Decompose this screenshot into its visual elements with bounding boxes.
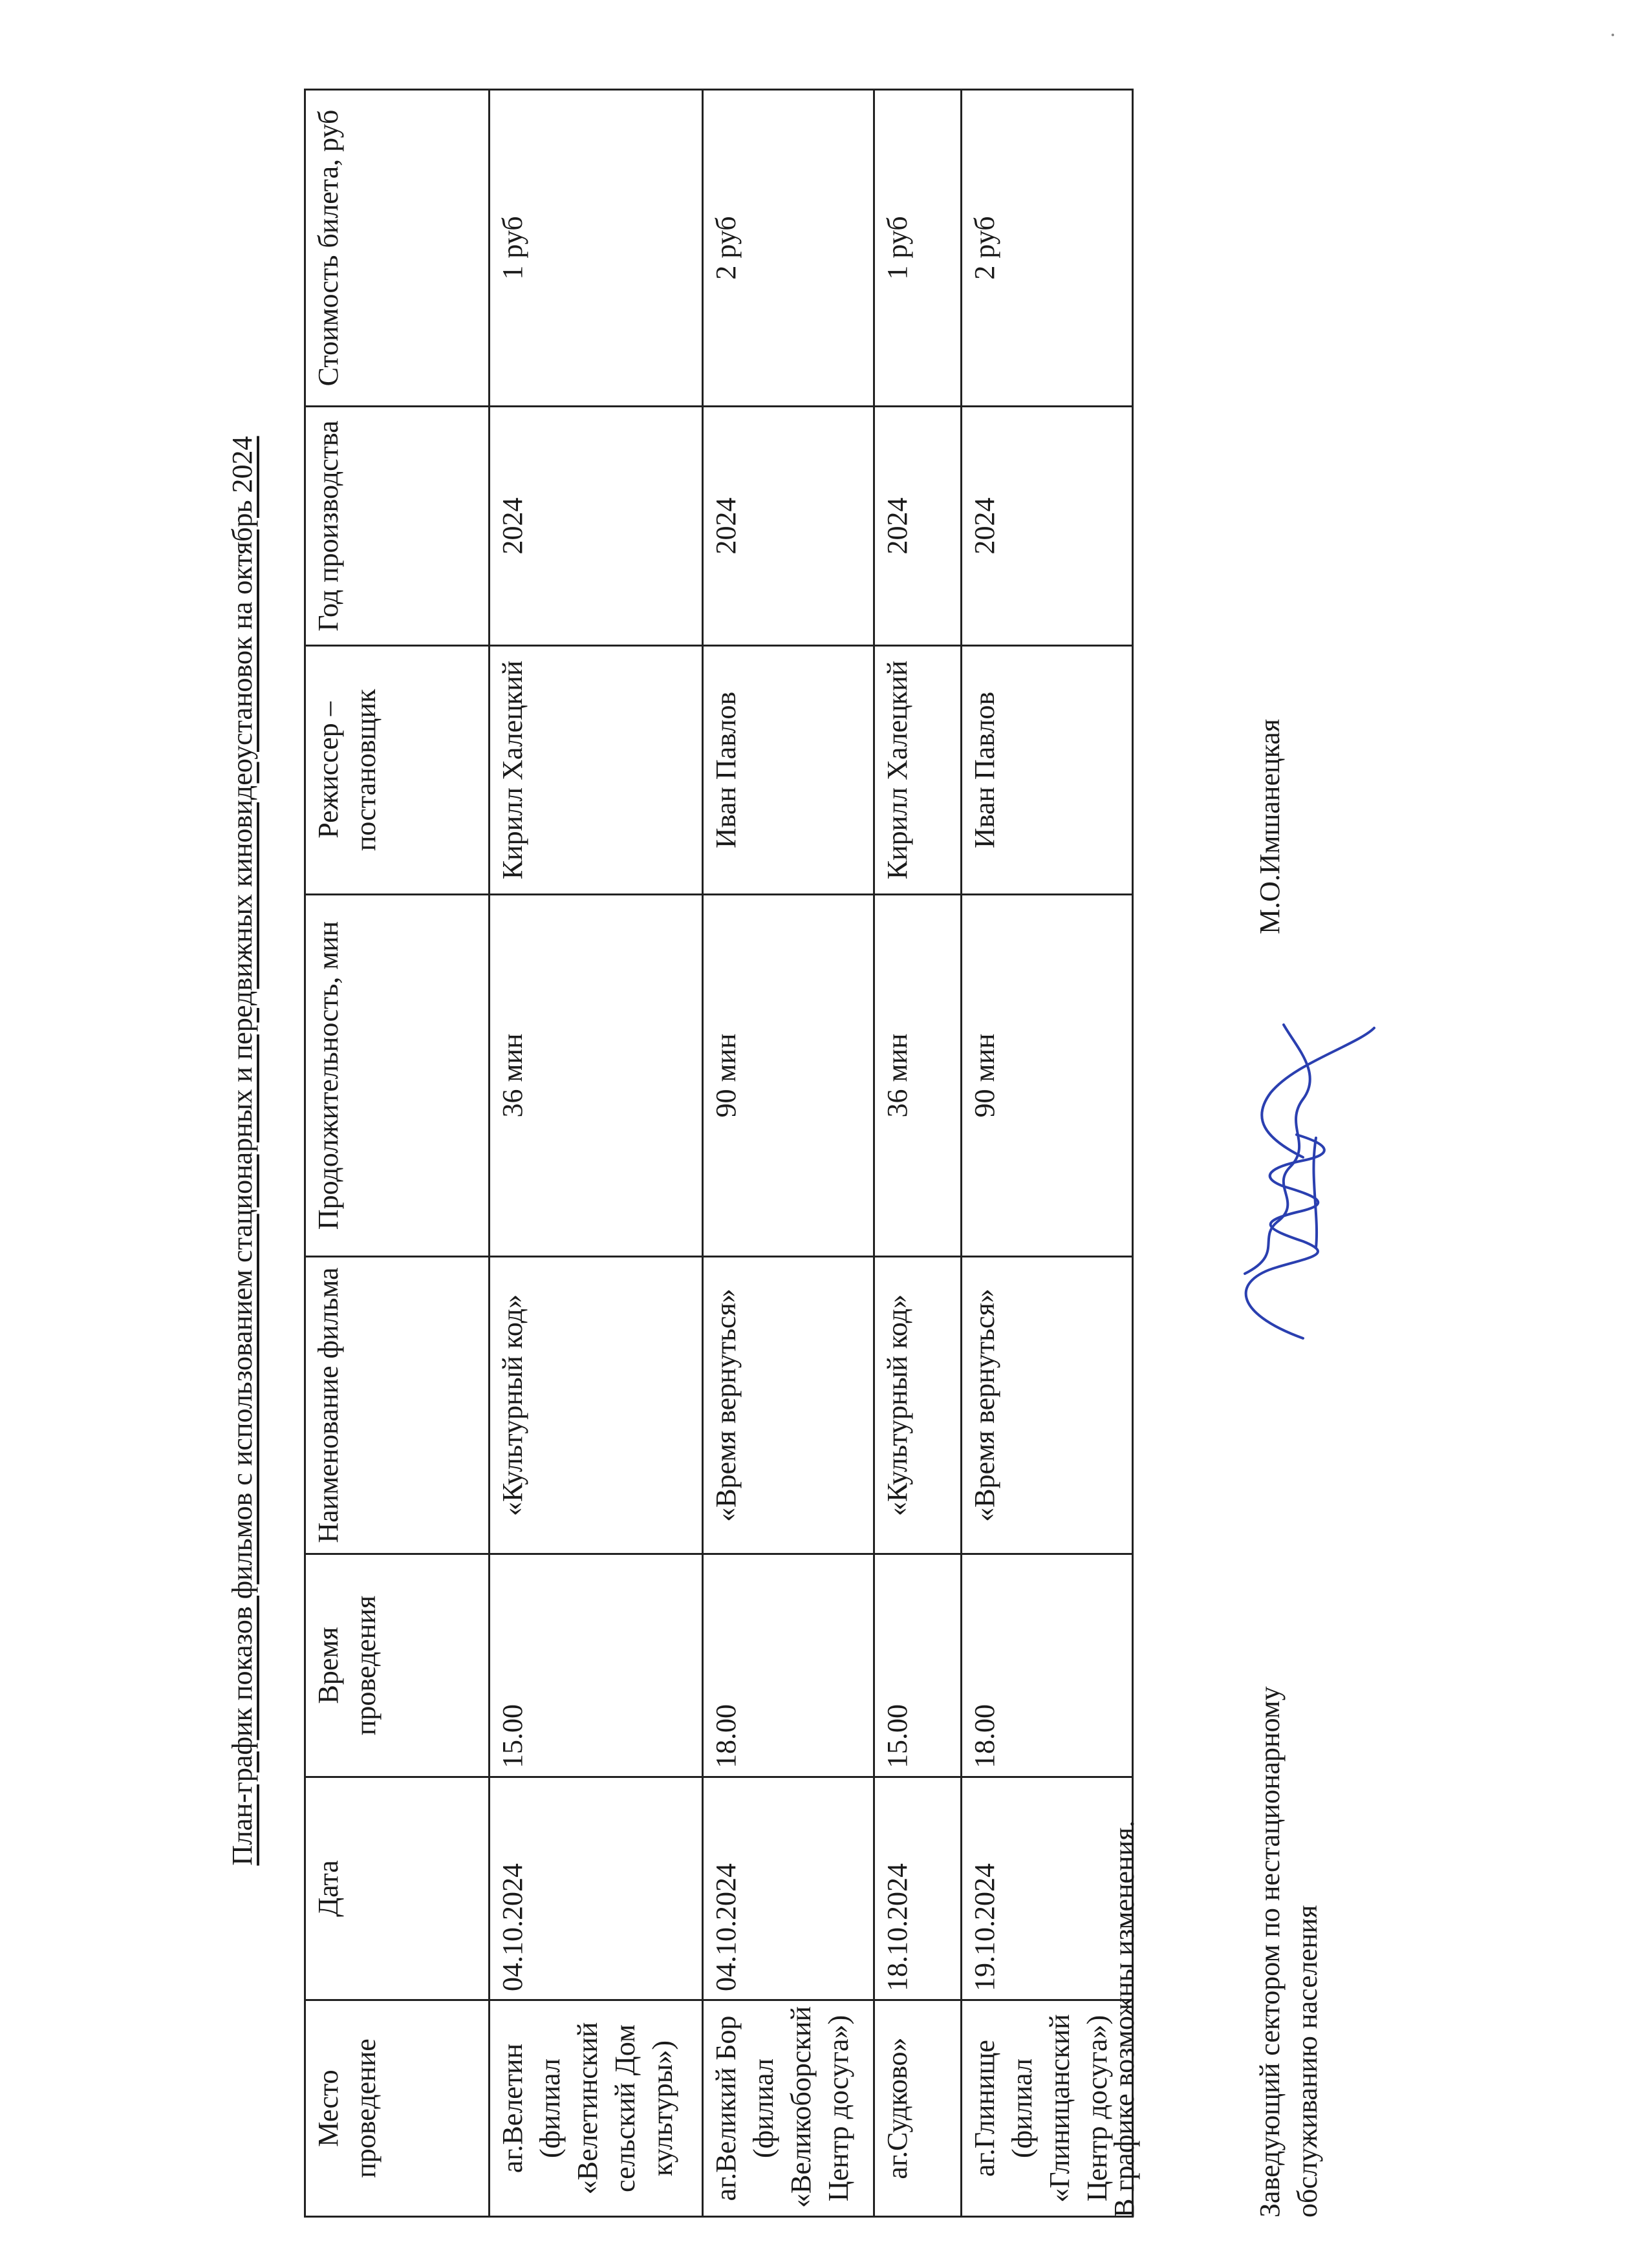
table-row [490, 90, 703, 2217]
table-header-row [305, 90, 490, 2217]
handwritten-signature [1206, 1015, 1381, 1351]
header-film: Наименование фильма [305, 1257, 490, 1554]
cell-year: 2024 [962, 407, 1133, 646]
scan-speck [1611, 34, 1614, 36]
signatory-position [1251, 1686, 1326, 2218]
cell-director: Иван Павлов [962, 646, 1133, 895]
header-place: Место проведение [305, 2000, 490, 2217]
signatory-position-line2: обслуживанию населения [1291, 1905, 1323, 2218]
rotated-content [223, 84, 1419, 2218]
header-time: Время проведения [305, 1554, 490, 1777]
cell-film: «Время вернуться» [962, 1257, 1133, 1554]
cell-date: 04.10.2024 [490, 1777, 703, 2000]
cell-time: 15.00 [874, 1554, 962, 1777]
cell-director: Иван Павлов [703, 646, 874, 895]
cell-duration: 90 мин [703, 895, 874, 1257]
cell-year: 2024 [874, 407, 962, 646]
header-year: Год производства [305, 407, 490, 646]
cell-date: 19.10.2024 [962, 1777, 1133, 2000]
table-row [703, 90, 874, 2217]
cell-film: «Культурный код» [490, 1257, 703, 1554]
cell-price: 1 руб [874, 90, 962, 407]
cell-director: Кирилл Халецкий [490, 646, 703, 895]
cell-film: «Время вернуться» [703, 1257, 874, 1554]
cell-duration: 90 мин [962, 895, 1133, 1257]
cell-year: 2024 [703, 407, 874, 646]
signatory-position-line1: Заведующий сектором по нестационарному [1254, 1686, 1286, 2218]
cell-director: Кирилл Халецкий [874, 646, 962, 895]
page-title: План-график показов фильмов с использованием стационарных и передвижных киновидеоустановок на октябрь 2024 [226, 436, 258, 1866]
cell-price: 1 руб [490, 90, 703, 407]
cell-price: 2 руб [703, 90, 874, 407]
cell-time: 15.00 [490, 1554, 703, 1777]
cell-place: аг.Судково» [874, 2000, 962, 2217]
header-duration: Продолжительность, мин [305, 895, 490, 1257]
schedule-table [304, 89, 1134, 2218]
signatory-name: М.О.Имшанецкая [1254, 718, 1286, 934]
cell-date: 18.10.2024 [874, 1777, 962, 2000]
cell-duration: 36 мин [874, 895, 962, 1257]
cell-date: 04.10.2024 [703, 1777, 874, 2000]
cell-place: аг.Великий Бор (филиал «Великоборский Центр досуга») [703, 2000, 874, 2217]
header-price: Стоимость билета, руб [305, 90, 490, 407]
cell-year: 2024 [490, 407, 703, 646]
changes-note: В графике возможны изменения. [1108, 1820, 1140, 2218]
cell-duration: 36 мин [490, 895, 703, 1257]
cell-place: аг.Велетин (филиал «Велетинский сельский Дом культуры») [490, 2000, 703, 2217]
header-date: Дата [305, 1777, 490, 2000]
cell-time: 18.00 [962, 1554, 1133, 1777]
cell-time: 18.00 [703, 1554, 874, 1777]
cell-price: 2 руб [962, 90, 1133, 407]
cell-film: «Культурный код» [874, 1257, 962, 1554]
table-row [874, 90, 962, 2217]
cell-place: аг.Глинище (филиал «Глиницанский Центр досуга») [962, 2000, 1133, 2217]
header-director: Режиссер – постановщик [305, 646, 490, 895]
